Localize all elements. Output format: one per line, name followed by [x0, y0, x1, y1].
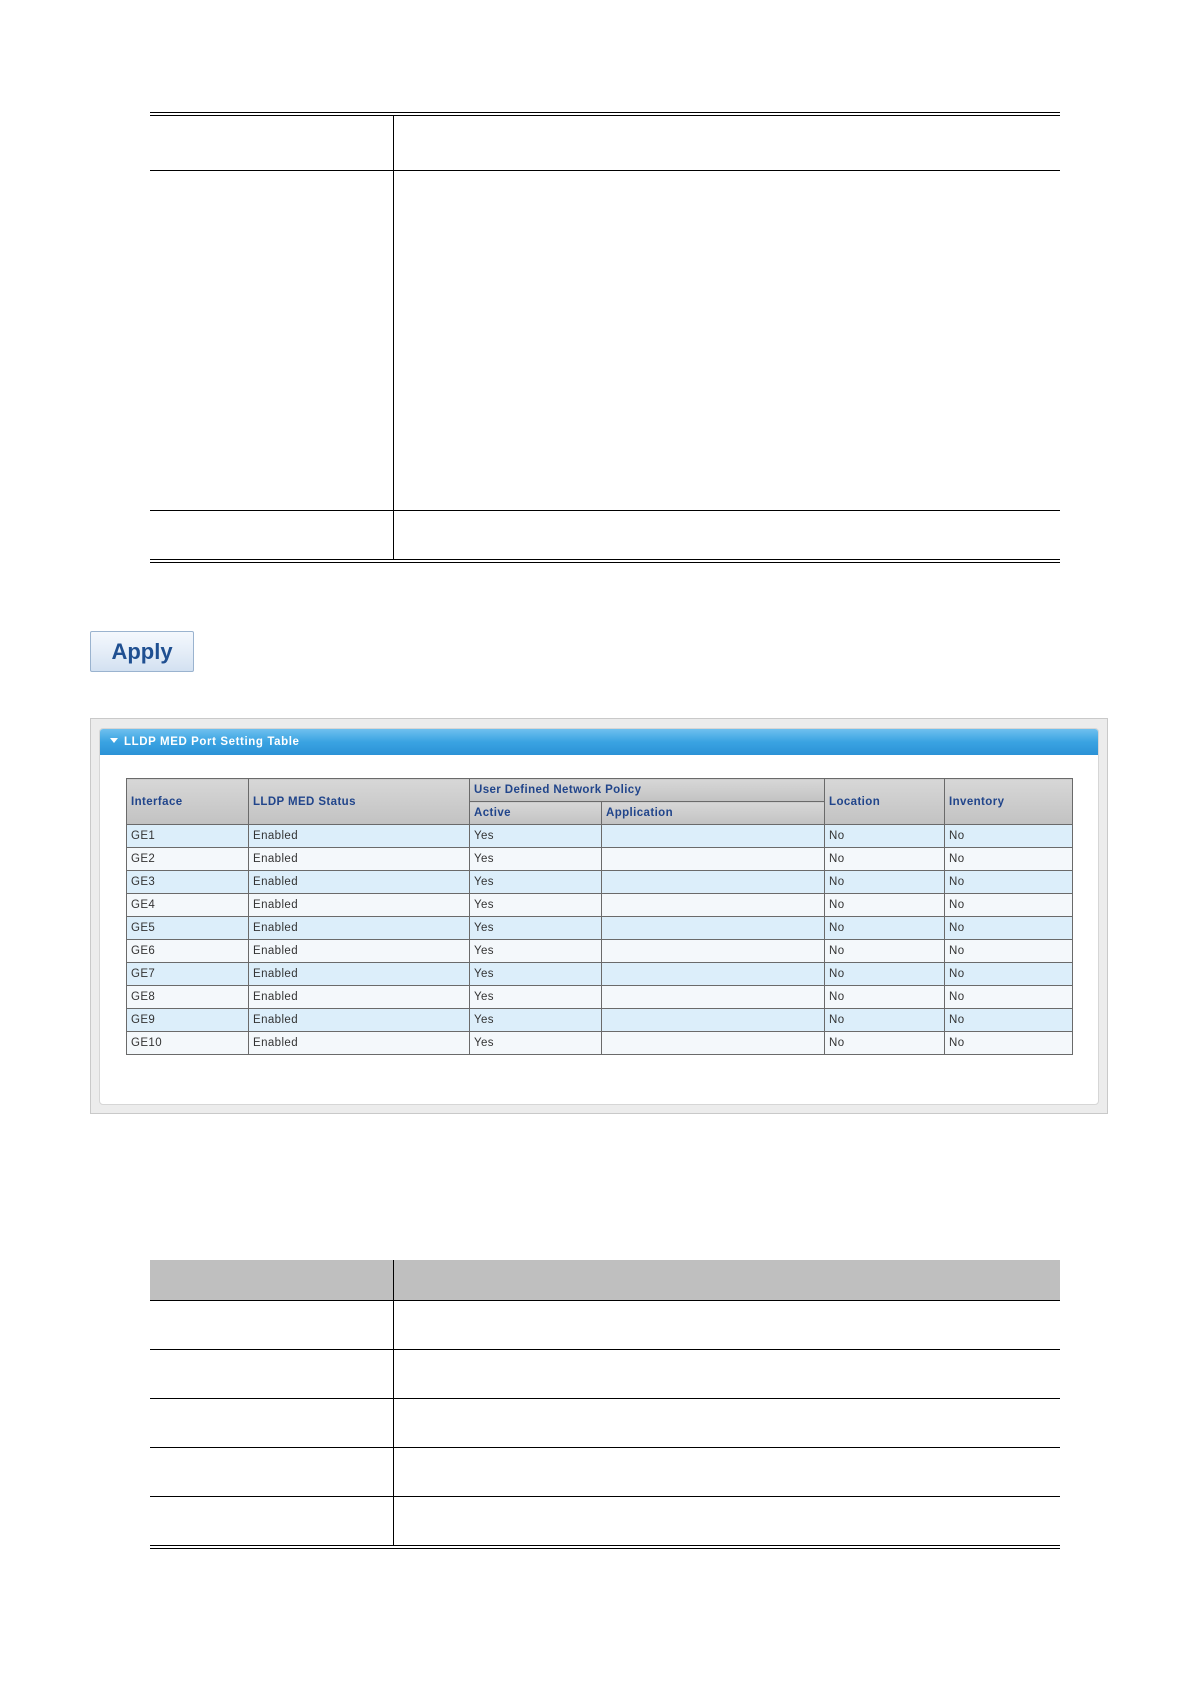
cell-location: No — [825, 986, 945, 1009]
header-row — [127, 779, 1073, 802]
cell-application — [602, 963, 825, 986]
object-cell — [150, 114, 393, 171]
cell-application — [602, 986, 825, 1009]
cell-active: Yes — [470, 986, 602, 1009]
cell-lldp-med-status: Enabled — [249, 1032, 470, 1055]
cell-lldp-med-status: Enabled — [249, 825, 470, 848]
object-cell — [150, 1497, 393, 1548]
object-cell — [150, 171, 393, 511]
description-cell — [393, 114, 1060, 171]
description-cell — [393, 511, 1060, 562]
table-row — [150, 511, 1060, 562]
column-header-application: Application — [602, 802, 825, 825]
column-header-inventory: Inventory — [945, 779, 1073, 825]
cell-location: No — [825, 917, 945, 940]
panel-body — [99, 728, 1099, 1105]
cell-application — [602, 825, 825, 848]
cell-inventory: No — [945, 917, 1073, 940]
cell-interface: GE10 — [127, 1032, 249, 1055]
table-row — [127, 871, 1073, 894]
cell-location: No — [825, 1009, 945, 1032]
description-cell — [393, 1497, 1060, 1548]
cell-lldp-med-status: Enabled — [249, 917, 470, 940]
cell-interface: GE1 — [127, 825, 249, 848]
column-header-active: Active — [470, 802, 602, 825]
cell-location: No — [825, 848, 945, 871]
collapse-arrow-icon[interactable] — [110, 738, 118, 743]
object-header-cell — [150, 1260, 393, 1301]
cell-application — [602, 1032, 825, 1055]
cell-lldp-med-status: Enabled — [249, 848, 470, 871]
cell-lldp-med-status: Enabled — [249, 963, 470, 986]
cell-inventory: No — [945, 894, 1073, 917]
object-description-table-top — [150, 112, 1060, 563]
cell-location: No — [825, 825, 945, 848]
cell-application — [602, 848, 825, 871]
cell-inventory: No — [945, 1032, 1073, 1055]
table-row — [150, 1399, 1060, 1448]
cell-lldp-med-status: Enabled — [249, 894, 470, 917]
description-cell — [393, 1301, 1060, 1350]
column-header-user-defined-network-policy: User Defined Network Policy — [470, 779, 825, 802]
cell-interface: GE3 — [127, 871, 249, 894]
panel-header[interactable] — [100, 729, 1098, 755]
cell-active: Yes — [470, 825, 602, 848]
cell-inventory: No — [945, 825, 1073, 848]
cell-lldp-med-status: Enabled — [249, 986, 470, 1009]
table-row — [127, 963, 1073, 986]
lldp-med-port-setting-panel — [90, 718, 1108, 1114]
table-body — [127, 825, 1073, 1055]
cell-inventory: No — [945, 1009, 1073, 1032]
cell-interface: GE7 — [127, 963, 249, 986]
cell-lldp-med-status: Enabled — [249, 1009, 470, 1032]
cell-active: Yes — [470, 871, 602, 894]
cell-location: No — [825, 963, 945, 986]
cell-interface: GE9 — [127, 1009, 249, 1032]
cell-interface: GE2 — [127, 848, 249, 871]
cell-application — [602, 1009, 825, 1032]
cell-interface: GE6 — [127, 940, 249, 963]
cell-inventory: No — [945, 871, 1073, 894]
cell-inventory: No — [945, 986, 1073, 1009]
description-cell — [393, 171, 1060, 511]
object-cell — [150, 1399, 393, 1448]
cell-inventory: No — [945, 963, 1073, 986]
table-row — [150, 1497, 1060, 1548]
cell-active: Yes — [470, 1009, 602, 1032]
cell-active: Yes — [470, 1032, 602, 1055]
panel-title: LLDP MED Port Setting Table — [124, 736, 300, 748]
cell-application — [602, 917, 825, 940]
description-cell — [393, 1399, 1060, 1448]
cell-inventory: No — [945, 848, 1073, 871]
column-header-location: Location — [825, 779, 945, 825]
table-row — [150, 1448, 1060, 1497]
cell-lldp-med-status: Enabled — [249, 940, 470, 963]
cell-lldp-med-status: Enabled — [249, 871, 470, 894]
table-row — [150, 1350, 1060, 1399]
cell-interface: GE5 — [127, 917, 249, 940]
cell-active: Yes — [470, 940, 602, 963]
cell-location: No — [825, 1032, 945, 1055]
cell-active: Yes — [470, 917, 602, 940]
cell-application — [602, 894, 825, 917]
column-header-lldp-med-status: LLDP MED Status — [249, 779, 470, 825]
table-row — [127, 894, 1073, 917]
object-cell — [150, 1350, 393, 1399]
apply-button[interactable]: Apply — [90, 631, 194, 672]
table-row — [127, 1009, 1073, 1032]
table-row — [127, 1032, 1073, 1055]
cell-interface: GE4 — [127, 894, 249, 917]
table-row — [150, 171, 1060, 511]
table-row — [127, 940, 1073, 963]
table-row — [127, 825, 1073, 848]
object-cell — [150, 1301, 393, 1350]
cell-location: No — [825, 871, 945, 894]
cell-application — [602, 940, 825, 963]
cell-inventory: No — [945, 940, 1073, 963]
cell-active: Yes — [470, 894, 602, 917]
cell-location: No — [825, 940, 945, 963]
description-cell — [393, 1448, 1060, 1497]
table-row — [127, 917, 1073, 940]
table-row — [150, 114, 1060, 171]
table-row — [127, 986, 1073, 1009]
column-header-interface: Interface — [127, 779, 249, 825]
object-cell — [150, 511, 393, 562]
cell-active: Yes — [470, 848, 602, 871]
description-header-cell — [393, 1260, 1060, 1301]
object-description-table-bottom — [150, 1260, 1060, 1549]
table-row — [150, 1301, 1060, 1350]
table-row — [127, 848, 1073, 871]
cell-location: No — [825, 894, 945, 917]
cell-application — [602, 871, 825, 894]
table-header-row — [150, 1260, 1060, 1301]
cell-interface: GE8 — [127, 986, 249, 1009]
description-cell — [393, 1350, 1060, 1399]
cell-active: Yes — [470, 963, 602, 986]
lldp-med-port-table — [126, 778, 1073, 1055]
object-cell — [150, 1448, 393, 1497]
